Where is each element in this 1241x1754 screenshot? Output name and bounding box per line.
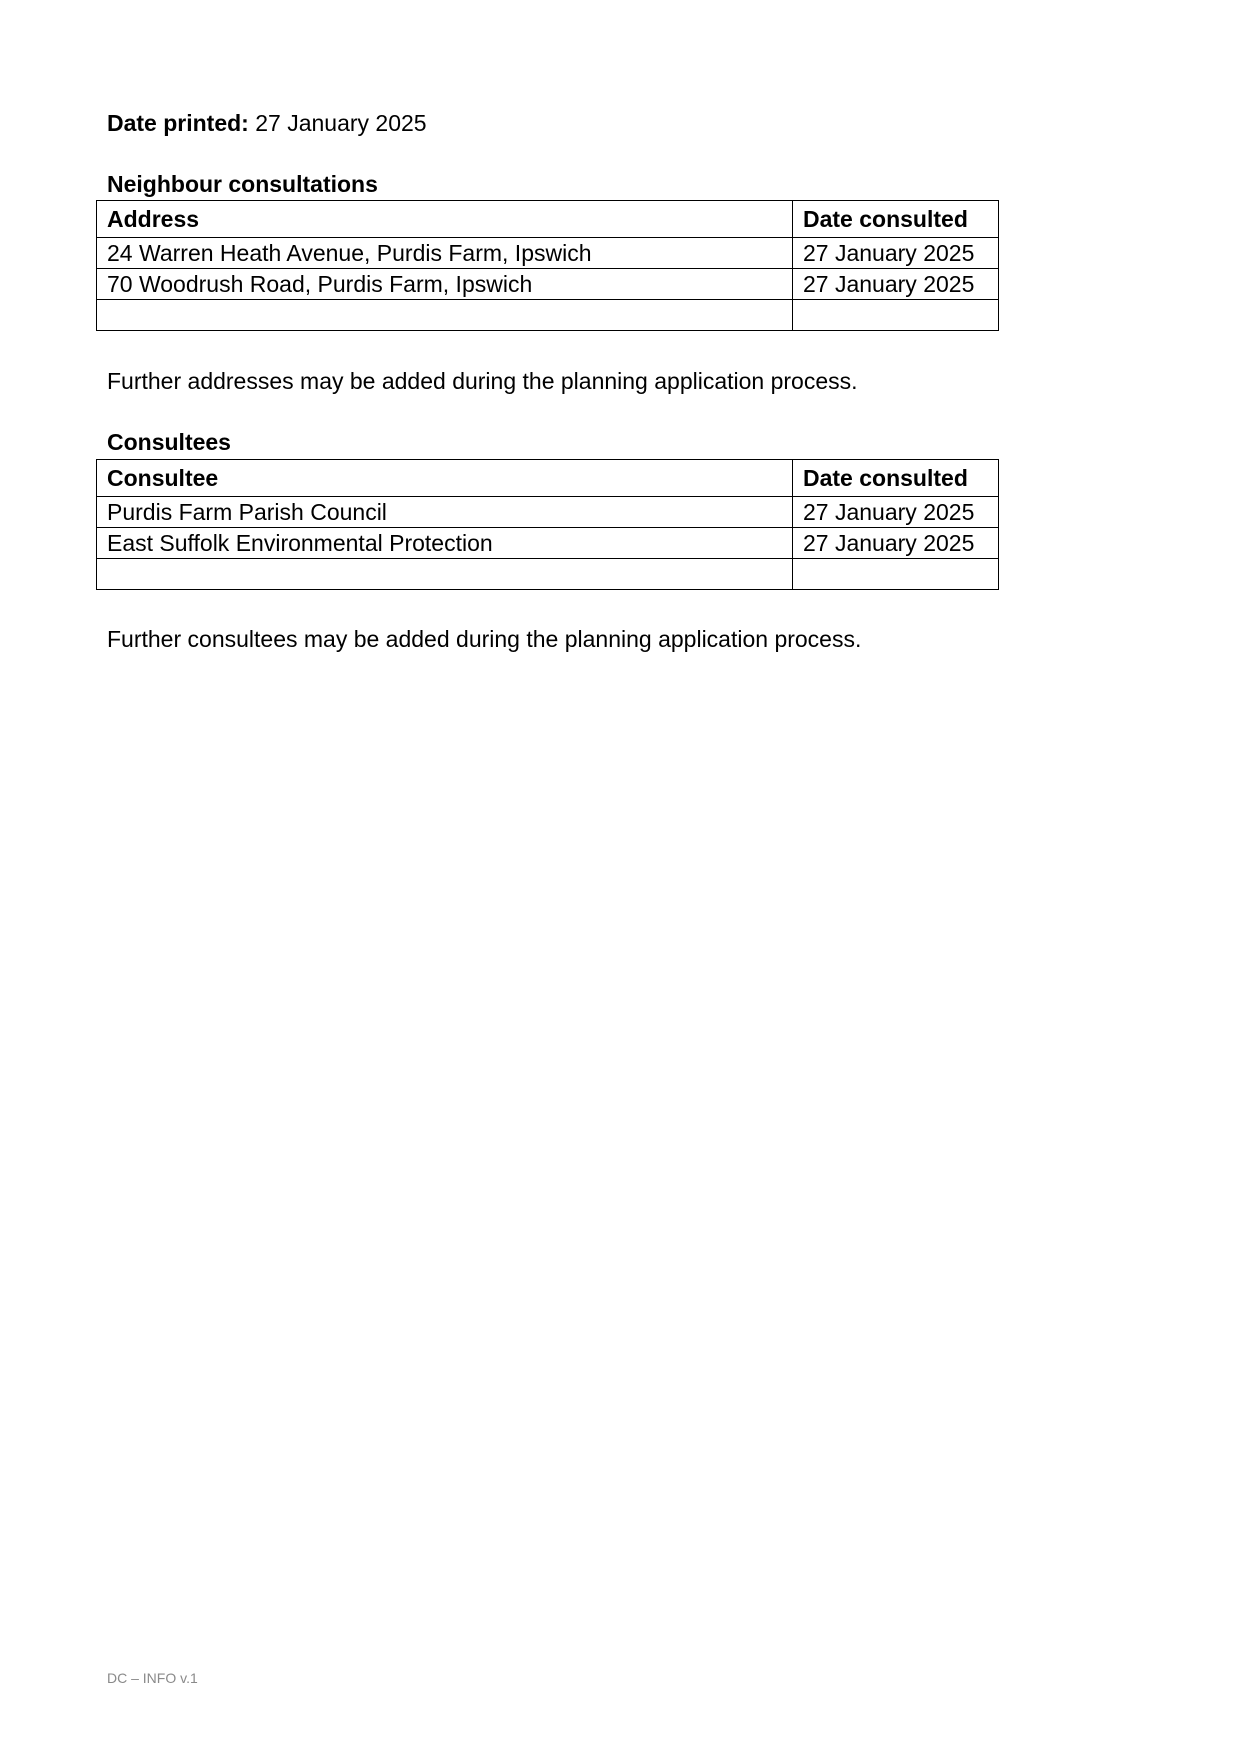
- column-header-date-consulted: Date consulted: [793, 201, 999, 238]
- date-consulted-cell: [793, 300, 999, 331]
- date-printed-value: 27 January 2025: [255, 110, 427, 136]
- table-row: [97, 528, 999, 559]
- table-row: [97, 238, 999, 269]
- date-consulted-cell: 27 January 2025: [793, 497, 999, 528]
- table-header-row: [97, 460, 999, 497]
- neighbour-consultations-table: [96, 200, 999, 331]
- consultees-note: Further consultees may be added during the planning application process.: [107, 626, 862, 652]
- consultees-table: [96, 459, 999, 590]
- address-cell: [97, 300, 793, 331]
- date-consulted-cell: 27 January 2025: [793, 528, 999, 559]
- neighbour-consultations-note: Further addresses may be added during the planning application process.: [107, 368, 858, 394]
- table-row: [97, 300, 999, 331]
- table-row: [97, 559, 999, 590]
- table-row: [97, 497, 999, 528]
- column-header-address: Address: [97, 201, 793, 238]
- column-header-consultee: Consultee: [97, 460, 793, 497]
- consultee-cell: East Suffolk Environmental Protection: [97, 528, 793, 559]
- consultee-cell: [97, 559, 793, 590]
- date-consulted-cell: 27 January 2025: [793, 269, 999, 300]
- date-printed-label: Date printed:: [107, 110, 249, 136]
- neighbour-consultations-title: Neighbour consultations: [107, 171, 378, 197]
- footer-version: DC – INFO v.1: [107, 1670, 198, 1686]
- date-consulted-cell: [793, 559, 999, 590]
- address-cell: 70 Woodrush Road, Purdis Farm, Ipswich: [97, 269, 793, 300]
- table-row: [97, 269, 999, 300]
- address-cell: 24 Warren Heath Avenue, Purdis Farm, Ipswich: [97, 238, 793, 269]
- consultees-title: Consultees: [107, 429, 231, 455]
- table-header-row: [97, 201, 999, 238]
- date-printed: [107, 108, 427, 138]
- date-consulted-cell: 27 January 2025: [793, 238, 999, 269]
- column-header-date-consulted: Date consulted: [793, 460, 999, 497]
- consultee-cell: Purdis Farm Parish Council: [97, 497, 793, 528]
